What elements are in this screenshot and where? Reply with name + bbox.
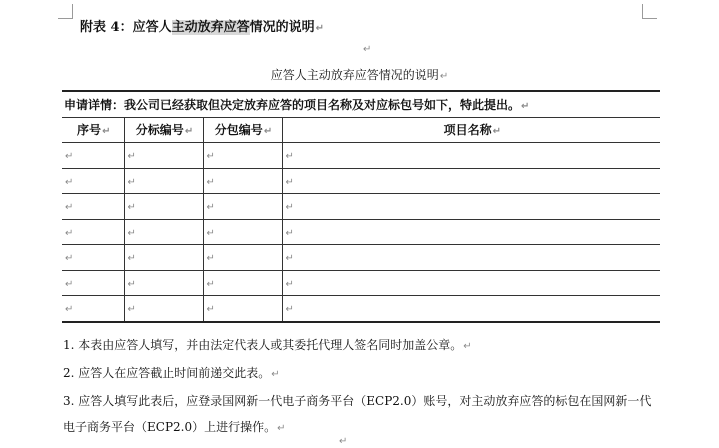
table-cell[interactable]: [124, 194, 203, 220]
empty-paragraph: [362, 44, 371, 55]
table-cell[interactable]: [124, 296, 203, 322]
paragraph-mark-icon: ↵: [285, 278, 294, 290]
table-row: [62, 245, 660, 271]
table-header-row: [62, 117, 660, 143]
paragraph-mark-icon: ↵: [65, 176, 74, 188]
table-cell[interactable]: [62, 219, 124, 245]
application-details: [62, 91, 660, 117]
paragraph-mark-icon: ↵: [206, 202, 215, 214]
note-3-continued: 电子商务平台（ECP2.0）上进行操作。↵: [63, 420, 286, 434]
col-header-project-name: 项目名称↵: [282, 117, 660, 143]
paragraph-mark-icon: ↵: [285, 227, 294, 239]
table-cell[interactable]: [124, 143, 203, 169]
note-1: 1. 本表由应答人填写，并由法定代表人或其委托代理人签名同时加盖公章。↵: [63, 338, 472, 352]
paragraph-mark-icon: ↵: [206, 304, 215, 316]
table-cell[interactable]: [62, 245, 124, 271]
paragraph-mark-icon: ↵: [285, 202, 294, 214]
table-cell[interactable]: [203, 270, 282, 296]
table-body: [62, 143, 660, 322]
table-cell[interactable]: [203, 194, 282, 220]
paragraph-mark-icon: ↵: [127, 227, 136, 239]
paragraph-mark-icon: ↵: [127, 278, 136, 290]
paragraph-mark-icon: ↵: [127, 202, 136, 214]
table-cell[interactable]: [62, 168, 124, 194]
paragraph-mark-icon: ↵: [521, 100, 530, 112]
table-cell[interactable]: [282, 219, 660, 245]
table-cell[interactable]: [282, 296, 660, 322]
paragraph-mark-icon: ↵: [363, 44, 372, 55]
table-row: [62, 143, 660, 169]
table-cell[interactable]: [282, 194, 660, 220]
table-row: [62, 270, 660, 296]
paragraph-mark-icon: ↵: [315, 23, 324, 34]
page-corner-mark-right: [642, 4, 657, 19]
col-header-package-number: 分包编号↵: [203, 117, 282, 143]
paragraph-mark-icon: ↵: [285, 304, 294, 316]
paragraph-mark-icon: ↵: [65, 278, 74, 290]
paragraph-mark-icon: ↵: [127, 176, 136, 188]
table-cell[interactable]: [282, 168, 660, 194]
paragraph-mark-icon: ↵: [65, 227, 74, 239]
table-cell[interactable]: [124, 270, 203, 296]
col-header-seq: 序号↵: [62, 117, 124, 143]
table-cell[interactable]: [124, 219, 203, 245]
application-details-text: 申请详情：我公司已经获取但决定放弃应答的项目名称及对应标包号如下，特此提出。: [64, 97, 521, 112]
table-cell[interactable]: [62, 143, 124, 169]
paragraph-mark-icon: ↵: [65, 304, 74, 316]
paragraph-mark-icon: ↵: [206, 253, 215, 265]
document-title: [0, 66, 719, 83]
table-cell[interactable]: [282, 143, 660, 169]
table-cell[interactable]: [62, 296, 124, 322]
paragraph-mark-icon: ↵: [206, 176, 215, 188]
table-cell[interactable]: [203, 143, 282, 169]
note-3: 3. 应答人填写此表后，应登录国网新一代电子商务平台（ECP2.0）账号，对主动放弃应答的标包在国网新一代: [63, 394, 652, 408]
table-row: [62, 219, 660, 245]
table-cell[interactable]: [124, 168, 203, 194]
table-cell[interactable]: [203, 219, 282, 245]
paragraph-mark-icon: ↵: [65, 202, 74, 214]
note-2: 2. 应答人在应答截止时间前递交此表。↵: [63, 366, 280, 380]
paragraph-mark-icon: ↵: [439, 71, 449, 82]
paragraph-mark-icon: ↵: [206, 278, 215, 290]
table-cell[interactable]: [203, 245, 282, 271]
table-row: [62, 194, 660, 220]
table-cell[interactable]: [62, 194, 124, 220]
paragraph-mark-icon: ↵: [285, 176, 294, 188]
paragraph-mark-icon: ↵: [127, 253, 136, 265]
paragraph-mark-icon: ↵: [206, 227, 215, 239]
paragraph-mark-icon: ↵: [65, 253, 74, 265]
document-title-text: 应答人主动放弃应答情况的说明: [270, 68, 439, 82]
paragraph-mark-icon: ↵: [127, 151, 136, 163]
table-cell[interactable]: [203, 168, 282, 194]
give-up-table: [62, 90, 660, 323]
heading-prefix: 附表 4：应答人: [80, 20, 172, 35]
page-corner-mark-left: [58, 4, 73, 19]
table-cell[interactable]: [282, 245, 660, 271]
heading-suffix: 情况的说明: [249, 20, 315, 35]
table-cell[interactable]: [282, 270, 660, 296]
paragraph-mark-icon: ↵: [65, 151, 74, 163]
paragraph-mark-icon: ↵: [285, 253, 294, 265]
paragraph-mark-icon: ↵: [285, 151, 294, 163]
empty-paragraph-end: ↵: [339, 436, 348, 447]
table-cell[interactable]: [124, 245, 203, 271]
table-row: [62, 296, 660, 322]
paragraph-mark-icon: ↵: [206, 151, 215, 163]
appendix-heading: [80, 16, 324, 35]
table-row: [62, 168, 660, 194]
heading-highlight: 主动放弃应答: [171, 20, 250, 35]
paragraph-mark-icon: ↵: [127, 304, 136, 316]
table-cell[interactable]: [203, 296, 282, 322]
col-header-lot-number: 分标编号↵: [124, 117, 203, 143]
table-cell[interactable]: [62, 270, 124, 296]
